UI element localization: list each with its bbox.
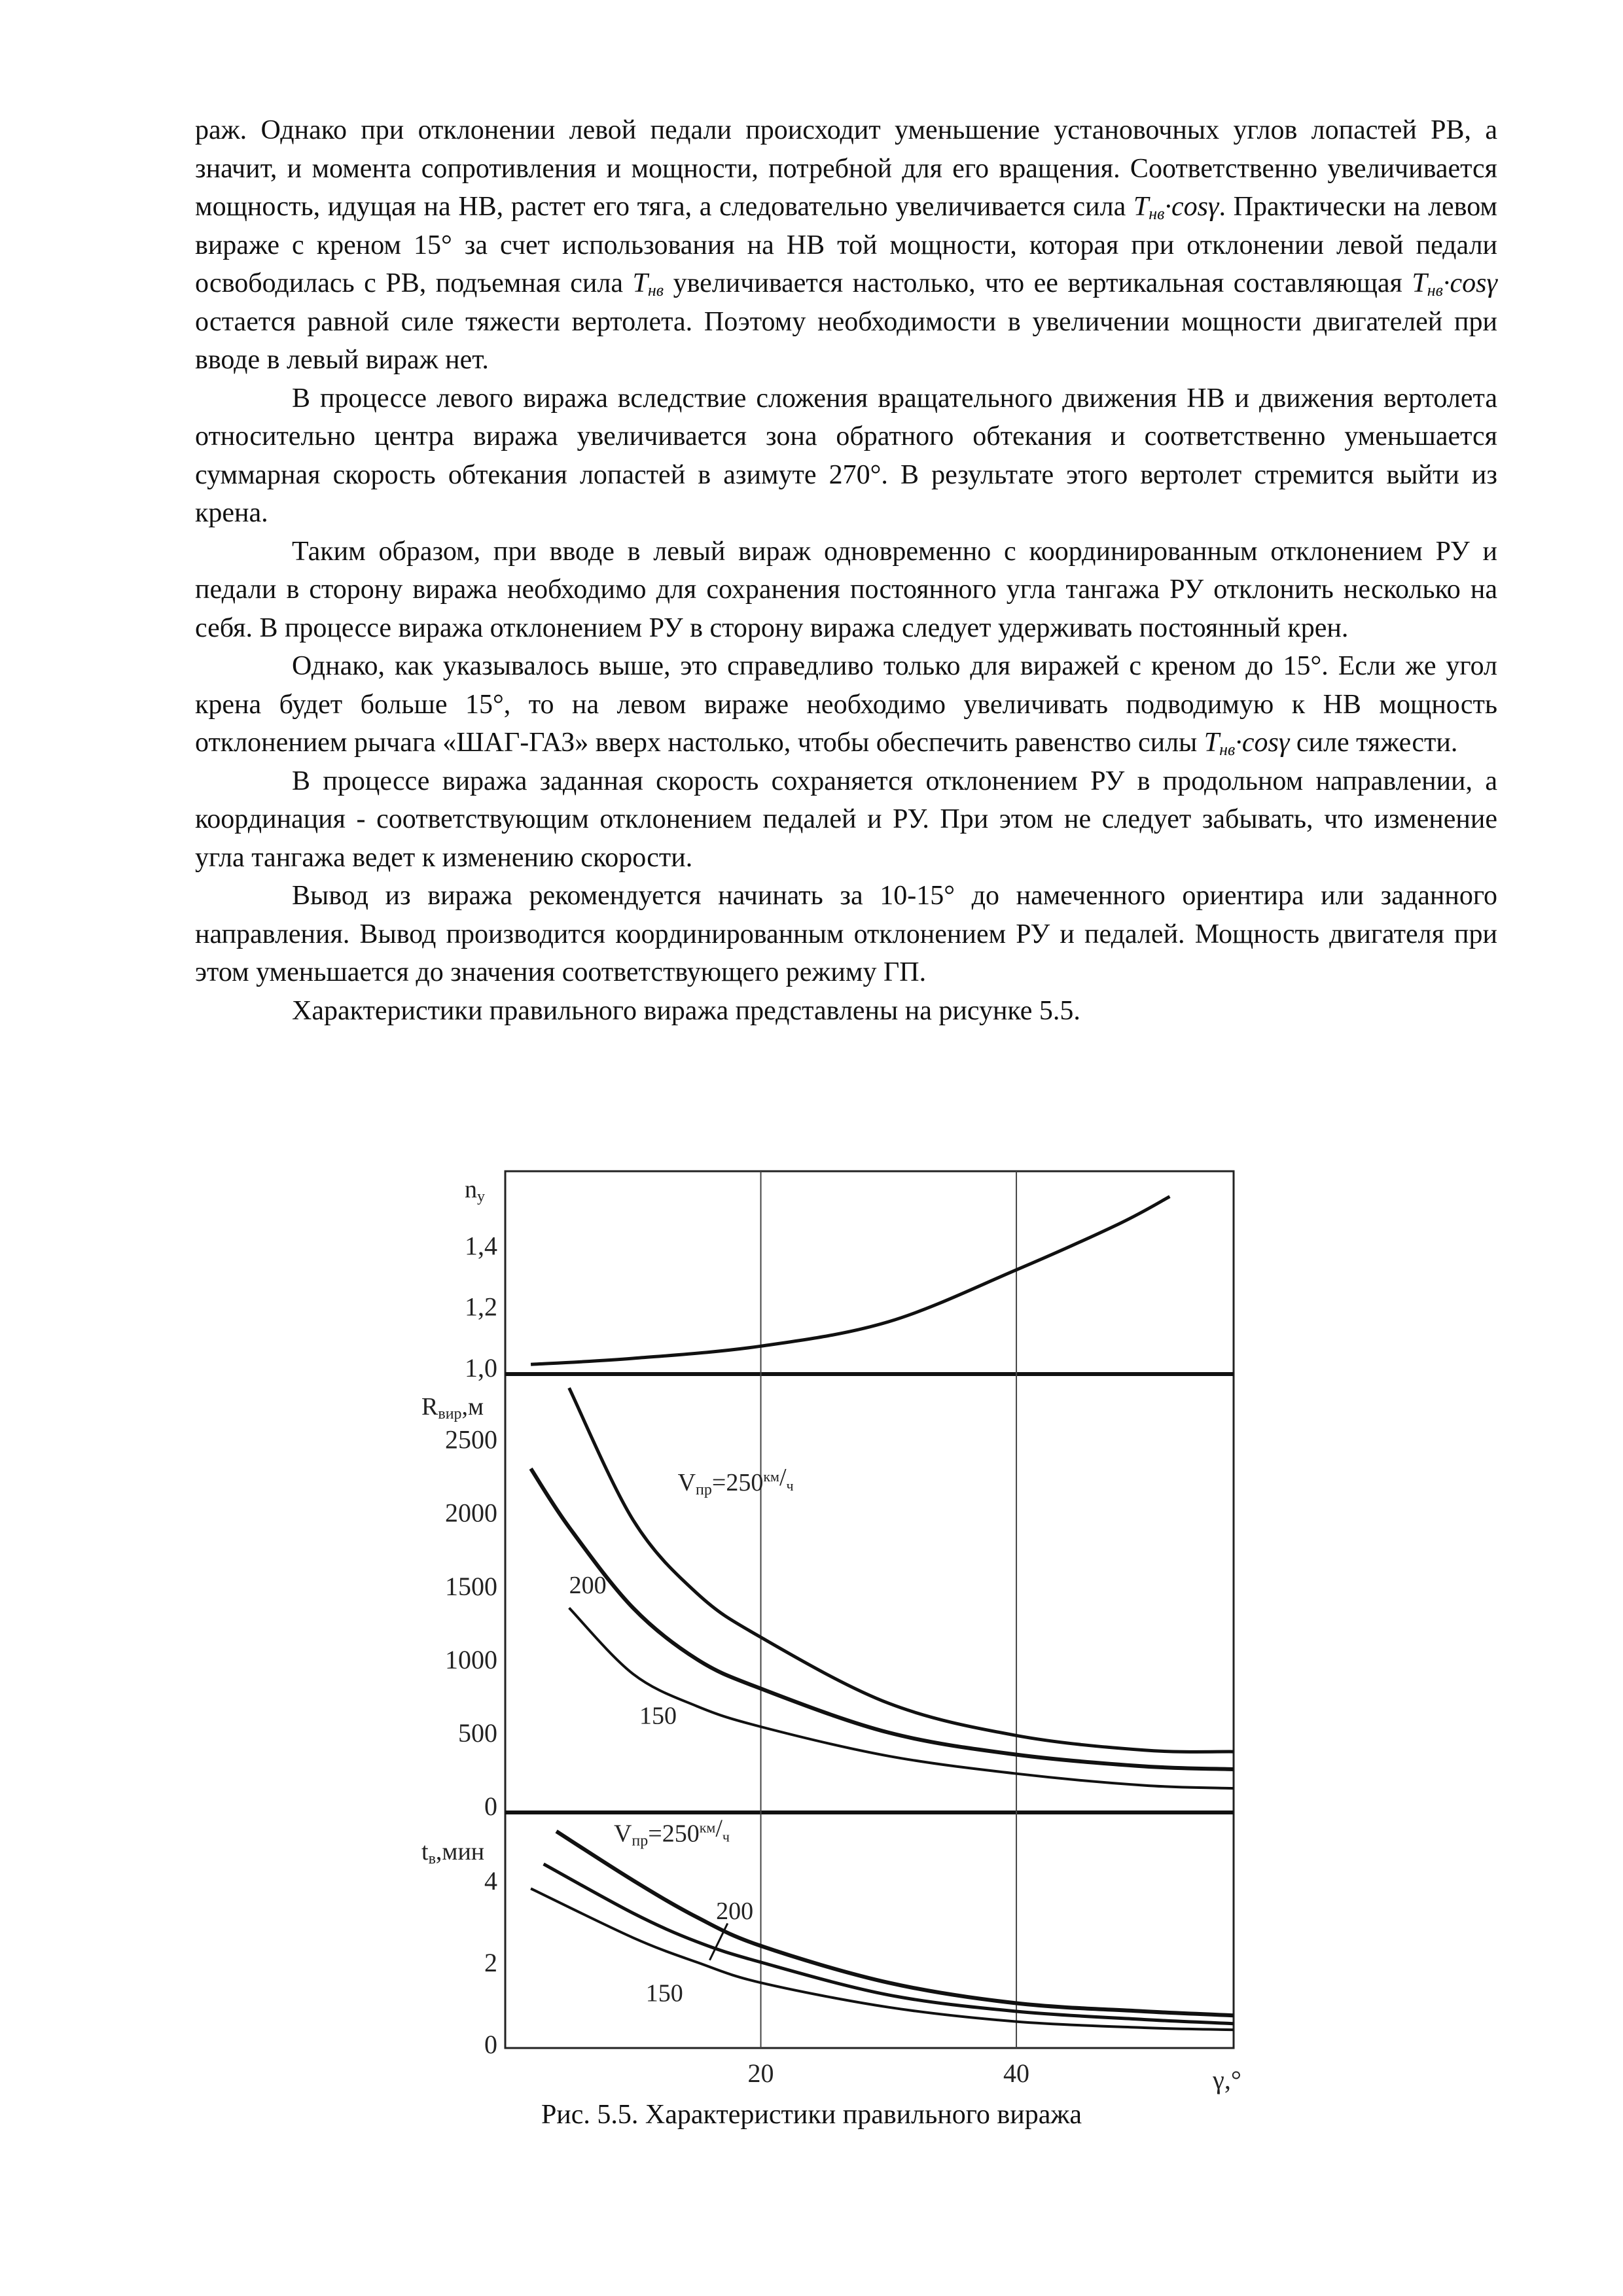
label-part: n: [465, 1176, 477, 1203]
label-part: пр: [696, 1481, 712, 1499]
text-run: В процессе левого виража вследствие сложения вращательного движения НВ и движения вертолета относительно центра виража увеличивается зона обратного обтекания и соответственно уменьшается суммарная скорость обтекания лопастей в азимуте 270°. В результате этого вертолет стремится выйти из крена.: [195, 383, 1497, 528]
y-tick-label-radius: 500: [458, 1718, 497, 1748]
label-part: R: [421, 1393, 438, 1421]
curve-label-150-time: 150: [645, 1979, 683, 2007]
series-line: [531, 1197, 1169, 1365]
paragraph-5: [195, 762, 1497, 877]
text-run: раж. Однако при отклонении левой педали происходит уменьшение установочных углов лопастей РВ, а значит, и момента сопротивления и мощности, потребной для его вращения. Соответственно увеличивается мощность, идущая на НВ, растет его тяга, а следовательно увеличивается сила: [195, 115, 1497, 222]
label-part: вир: [438, 1405, 462, 1422]
figure-5-5: [419, 1158, 1270, 2100]
label-part: V: [677, 1469, 696, 1497]
formula-subscript: нв: [1219, 740, 1236, 759]
label-part: ч: [722, 1828, 730, 1845]
x-tick-label: 20: [747, 2058, 774, 2088]
text-run: Таким образом, при вводе в левый вираж одновременно с координированным отклонением РУ и педали в сторону виража необходимо для сохранения постоянного угла тангажа РУ отклонить несколько на себя. В процессе виража отклонением РУ в сторону виража следует удерживать постоянный крен.: [195, 536, 1497, 643]
x-tick-label: 40: [1003, 2058, 1030, 2088]
formula-rest: ·cosγ: [1235, 728, 1290, 758]
series-line: [569, 1608, 1234, 1788]
paragraph-1: [195, 111, 1497, 380]
text-run: Однако, как указывалось выше, это справедливо только для виражей с креном до 15°. Если же угол крена будет больше 15°, то на левом вираже необходимо увеличивать подводимую к НВ мощность отклонением рычага «ШАГ-ГАЗ» вверх настолько, чтобы обеспечить равенство силы: [195, 651, 1497, 758]
text-run: Характеристики правильного виража представлены на рисунке 5.5.: [292, 995, 1080, 1026]
label-part: V: [613, 1820, 632, 1848]
text-run: остается равной силе тяжести вертолета. Поэтому необходимости в увеличении мощности двигателей при вводе в левый вираж нет.: [195, 306, 1497, 375]
plot-frame: [505, 1171, 1234, 2048]
label-part: км: [763, 1468, 779, 1485]
label-part: ,м: [461, 1393, 484, 1421]
text-run: В процессе виража заданная скорость сохраняется отклонением РУ в продольном направлении, а координация - соответствующим отклонением педалей и РУ. При этом не следует забывать, что изменение угла тангажа ведет к изменению скорости.: [195, 766, 1497, 873]
paragraph-2: [195, 380, 1497, 533]
formula-subscript: нв: [647, 281, 664, 300]
label-part: =250: [648, 1820, 700, 1848]
label-part: /: [715, 1814, 722, 1843]
formula-subscript: нв: [1427, 281, 1443, 300]
formula-symbol: T: [632, 268, 648, 298]
label-part: ,мин: [435, 1838, 485, 1865]
formula-symbol: T: [1133, 192, 1149, 222]
label-part: y: [477, 1188, 485, 1205]
formula-subscript: нв: [1149, 204, 1165, 223]
label-part: =250: [711, 1469, 764, 1497]
formula-symbol: T: [1204, 728, 1220, 758]
y-tick-label-ny: 1,0: [465, 1353, 497, 1383]
series-line: [569, 1388, 1234, 1752]
x-axis-label: γ,°: [1213, 2065, 1241, 2094]
paragraph-3: [195, 533, 1497, 648]
paragraph-4: [195, 647, 1497, 762]
curve-label-200-time: 200: [716, 1898, 754, 1926]
y-tick-label-ny: 1,2: [465, 1292, 497, 1322]
y-tick-label-radius: 1000: [445, 1644, 497, 1674]
y-axis-label-radius: [421, 1393, 484, 1422]
label-part: в: [428, 1850, 436, 1867]
series-line: [531, 1469, 1234, 1770]
y-tick-label-time: 2: [484, 1947, 497, 1977]
body-text: [195, 111, 1497, 1030]
text-run: силе тяжести.: [1289, 728, 1458, 758]
label-part: ч: [786, 1477, 794, 1494]
label-part: /: [779, 1464, 787, 1492]
turn-characteristics-chart: [419, 1158, 1270, 2100]
y-tick-label-radius: 2500: [445, 1424, 497, 1455]
label-part: км: [699, 1819, 716, 1836]
curve-label-200: 200: [569, 1572, 607, 1599]
label-part: пр: [632, 1832, 649, 1850]
curve-label-250-time: [614, 1814, 730, 1849]
text-run: . Практически на левом вираже с креном 15° за счет использования на НВ той мощности, которая при отклонении левой педали освободилась с РВ, подъемная сила: [195, 192, 1497, 298]
paragraph-6: [195, 877, 1497, 992]
formula-rest: ·cosγ: [1164, 192, 1219, 222]
formula-symbol: T: [1412, 268, 1427, 298]
y-tick-label-radius: 1500: [445, 1571, 497, 1601]
text-run: Вывод из виража рекомендуется начинать за 10-15° до намеченного ориентира или заданного направления. Вывод производится координированным отклонением РУ и педалей. Мощность двигателя при этом уменьшается до значения соответствующего режиму ГП.: [195, 881, 1497, 987]
y-tick-label-ny: 1,4: [465, 1231, 497, 1261]
figure-caption: Рис. 5.5. Характеристики правильного виража: [541, 2100, 1082, 2130]
text-run: увеличивается настолько, что ее вертикальная составляющая: [664, 268, 1412, 298]
y-tick-label-radius: 2000: [445, 1498, 497, 1528]
curve-label-250: [678, 1464, 794, 1498]
y-tick-label-time: 4: [484, 1865, 497, 1896]
label-part: t: [421, 1838, 429, 1865]
y-tick-label-time: 0: [484, 2030, 497, 2059]
formula-rest: ·cosγ: [1442, 268, 1498, 298]
paragraph-7: [195, 992, 1497, 1031]
y-axis-label-ny: [465, 1176, 485, 1205]
y-tick-label-radius: 0: [484, 1792, 497, 1821]
curve-label-150: 150: [639, 1702, 677, 1730]
y-axis-label-time: [421, 1838, 484, 1867]
